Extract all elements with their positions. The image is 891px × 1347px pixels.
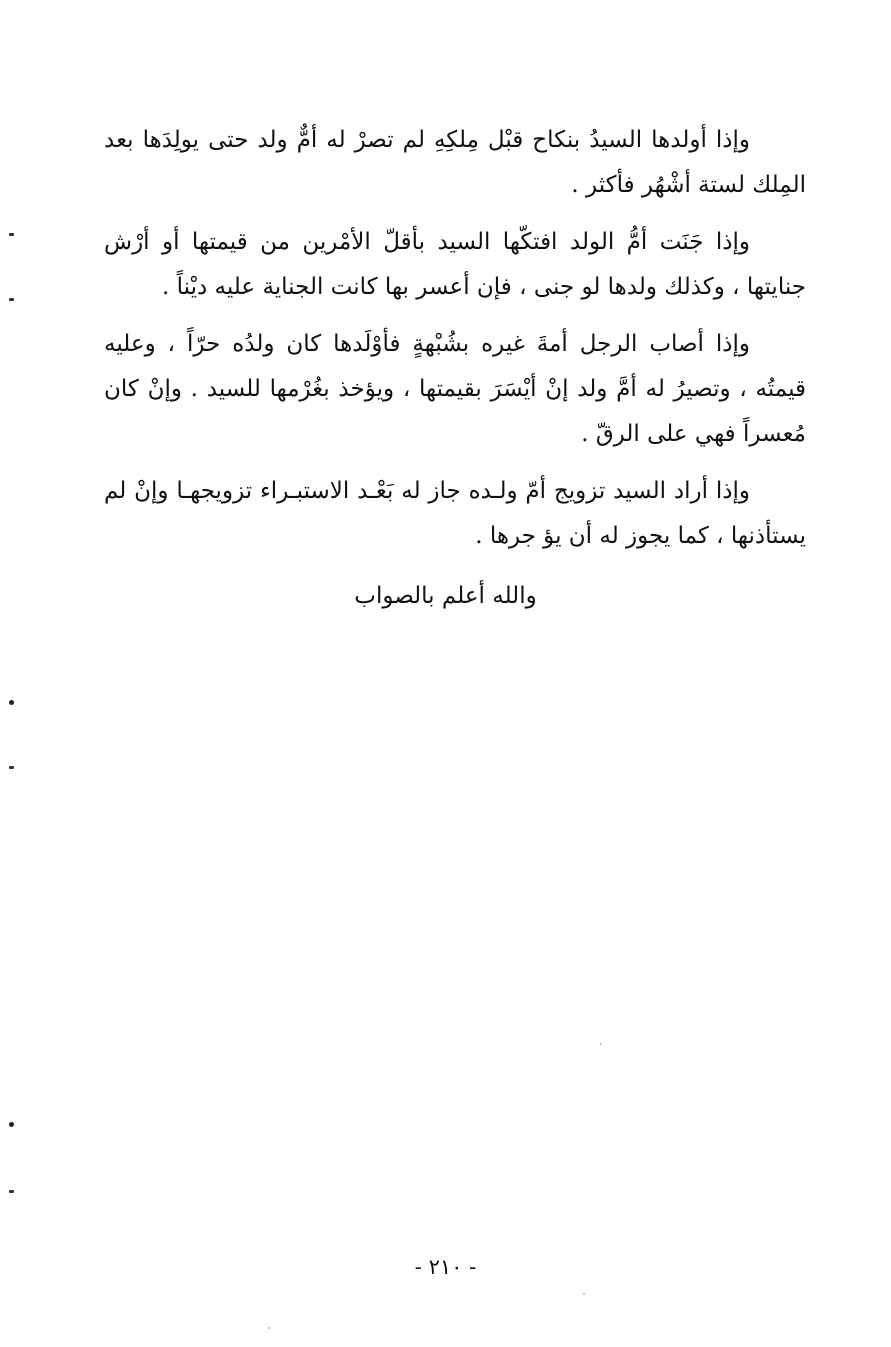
paragraph-intercourse-by-doubt: وإذا أصاب الرجل أمةَ غيره بشُبْهةٍ فأوْلَدها كان ولدُه حرّاً ، وعليه قيمتُه ، وتصيرُ له أمَّ ولد إنْ أيْسَرَ بقيمتها ، ويؤخذ بغُرْمها للسيد . وإنْ كان مُعسراً فهي على الرقّ . [104, 331, 806, 447]
scan-mark [9, 233, 14, 236]
body-text [104, 118, 806, 571]
paragraph-umm-walad-by-marriage: وإذا أولدها السيدُ بنكاح قبْل مِلكِهِ لم تصرْ له أمٌّ ولد حتى يولِدَها بعد المِلك لستة أشْهُر فأكثر . [104, 127, 806, 198]
scan-speck [600, 1043, 602, 1045]
scan-mark [9, 1122, 14, 1127]
scan-mark [9, 766, 14, 769]
scan-mark [9, 298, 14, 301]
scan-speck [268, 1327, 270, 1329]
paragraph-marrying-off-umm-walad: وإذا أراد السيد تزويج أمّ ولـده جاز له بَعْـد الاستبـراء تزويجهـا وإنْ لم يستأذنها ، كما يجوز له أن يؤ جرها . [104, 478, 806, 549]
scan-mark [9, 700, 14, 705]
paragraph-crime-of-umm-walad: وإذا جَنَت أمُّ الولد افتكّها السيد بأقلّ الأمْرين من قيمتها أو أرْش جنايتها ، وكذلك ولدها لو جنى ، فإن أعسر بها كانت الجناية عليه ديْناً . [104, 229, 806, 300]
page-number: - ٢١٠ - [414, 1255, 477, 1279]
scan-speck [583, 1293, 585, 1295]
closing-phrase: والله أعلم بالصواب [354, 583, 537, 609]
scan-mark [9, 1190, 14, 1193]
